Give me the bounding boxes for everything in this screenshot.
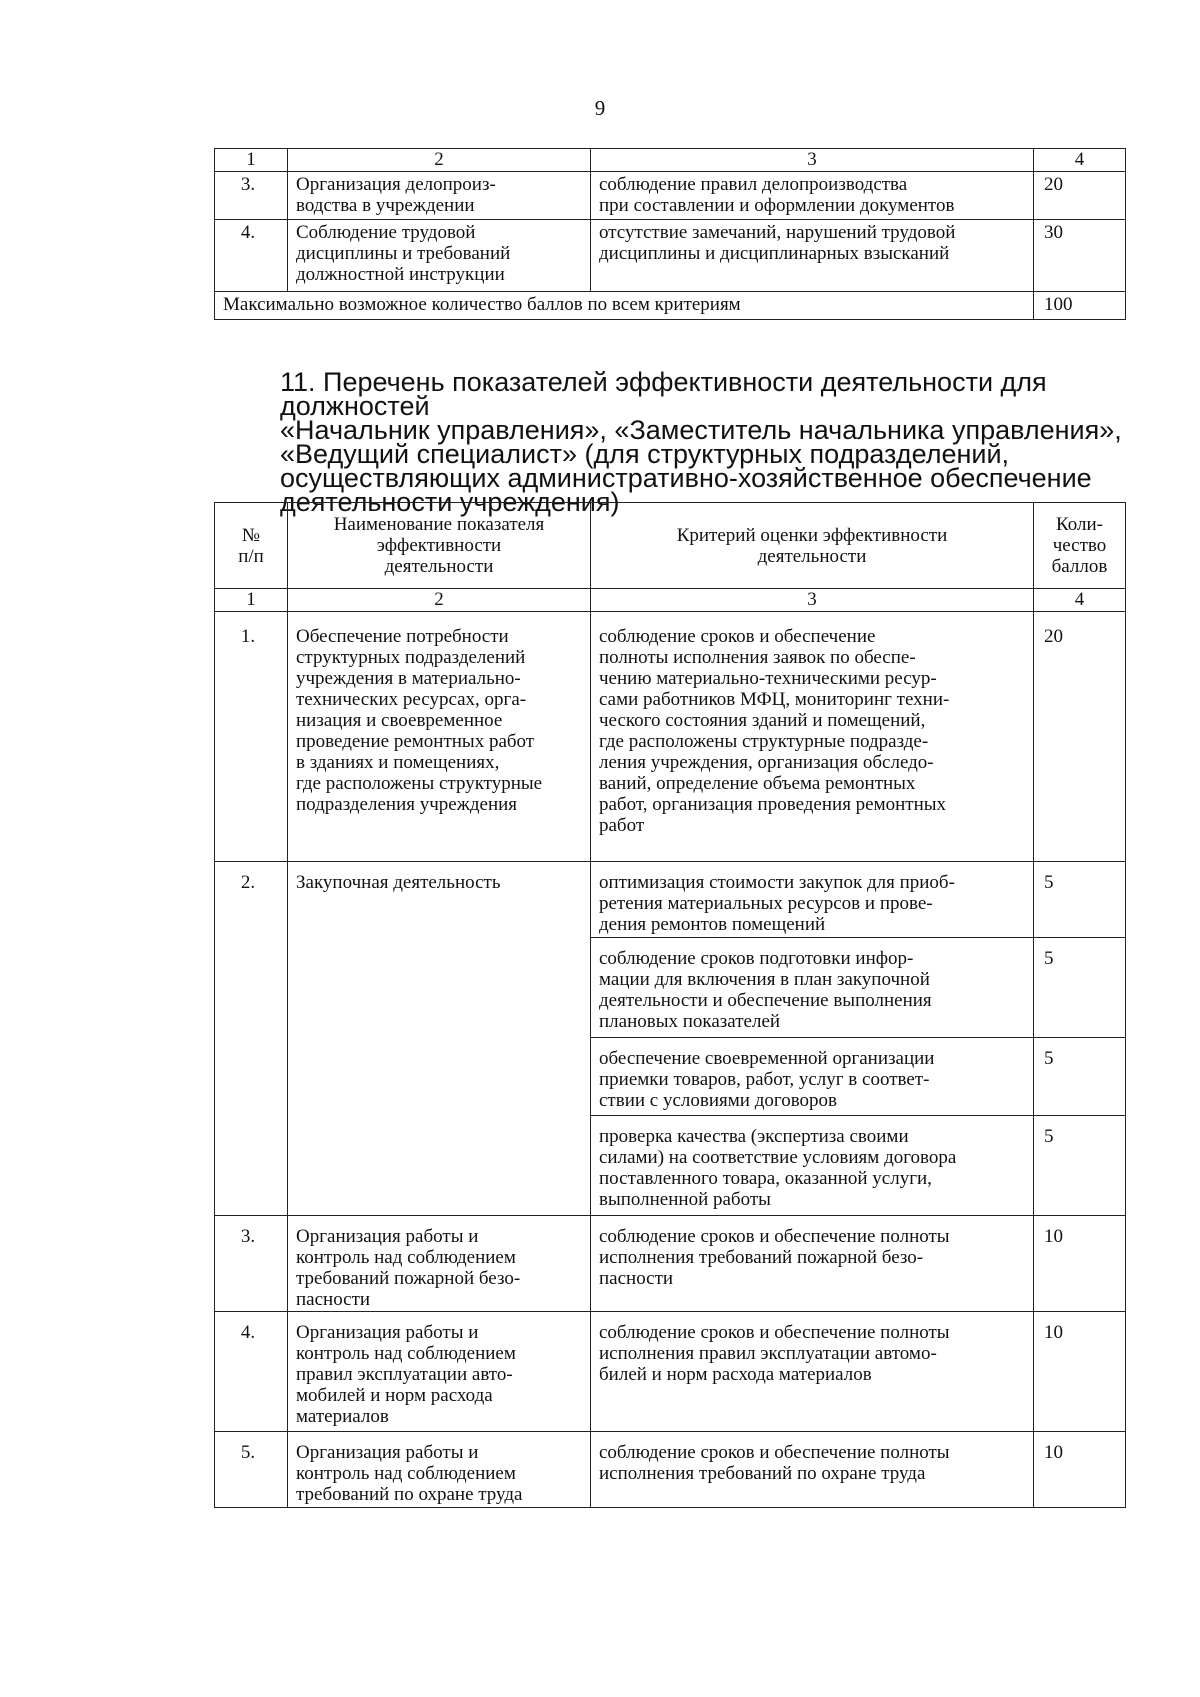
points-value: 10 <box>1034 1216 1126 1312</box>
criterion-text: соблюдение сроков и обеспечение полноты исполнения требований пожарной безо- пасности <box>591 1216 1034 1312</box>
points-value: 20 <box>1034 612 1126 862</box>
points-value: 30 <box>1034 220 1126 292</box>
indicator-name: Закупочная деятельность <box>288 862 591 1216</box>
section-heading: 11. Перечень показателей эффективности деятельности для должностей «Начальник управления», «Заместитель начальника управления», «Ведущий специалист» (для структурных подразделений, осуществляющих административно-хозяйственное обеспечение деятельности учреждения) <box>280 367 1122 517</box>
points-value: 5 <box>1034 938 1126 1038</box>
criterion-text: соблюдение сроков подготовки инфор- мации для включения в план закупочной деятельности и обеспечение выполнения плановых показателей <box>591 938 1034 1038</box>
column-number: 2 <box>288 589 591 612</box>
table-row <box>215 1216 1126 1312</box>
table-row <box>215 1312 1126 1432</box>
header-name: Наименование показателя эффективности деятельности <box>288 503 591 589</box>
total-row <box>215 292 1126 320</box>
header-points: Коли- чество баллов <box>1034 503 1126 589</box>
criterion-text: соблюдение сроков и обеспечение полноты исполнения требований по охране труда <box>591 1432 1034 1508</box>
indicator-name: Соблюдение трудовой дисциплины и требований должностной инструкции <box>288 220 591 292</box>
points-value: 10 <box>1034 1432 1126 1508</box>
row-number: 4. <box>215 220 288 292</box>
header-num: № п/п <box>215 503 288 589</box>
row-number: 3. <box>215 1216 288 1312</box>
table-row <box>215 220 1126 292</box>
criterion-text: оптимизация стоимости закупок для приоб- ретения материальных ресурсов и прове- дения ремонтов помещений <box>591 862 1034 938</box>
column-number: 4 <box>1034 589 1126 612</box>
indicator-name: Обеспечение потребности структурных подразделений учреждения в материально- технических ресурсах, орга- низация и своевременное проведение ремонтных работ в зданиях и помещениях, где расположены структурные подразделения учреждения <box>288 612 591 862</box>
header-criterion: Критерий оценки эффективности деятельности <box>591 503 1034 589</box>
column-number: 1 <box>215 589 288 612</box>
criterion-text: соблюдение сроков и обеспечение полноты исполнения заявок по обеспе- чению материально-техническими ресур- сами работников МФЦ, мониторинг техни- ческого состояния зданий и помещений, где расположены структурные подразде- ления учреждения, организация обследо- ваний, определение объема ремонтных работ, организация проведения ремонтных работ <box>591 612 1034 862</box>
points-value: 20 <box>1034 172 1126 220</box>
indicator-name: Организация работы и контроль над соблюдением требований по охране труда <box>288 1432 591 1508</box>
table-row <box>215 862 1126 938</box>
column-number: 3 <box>591 589 1034 612</box>
criterion-text: обеспечение своевременной организации приемки товаров, работ, услуг в соответ- ствии с условиями договоров <box>591 1038 1034 1116</box>
criterion-text: соблюдение правил делопроизводства при составлении и оформлении документов <box>591 172 1034 220</box>
indicator-name: Организация делопроиз- водства в учреждении <box>288 172 591 220</box>
points-value: 5 <box>1034 1038 1126 1116</box>
header-row <box>215 503 1126 589</box>
table-row <box>215 612 1126 862</box>
column-number: 2 <box>288 149 591 172</box>
points-value: 10 <box>1034 1312 1126 1432</box>
row-number: 5. <box>215 1432 288 1508</box>
total-label: Максимально возможное количество баллов по всем критериям <box>215 292 1034 320</box>
row-number: 1. <box>215 612 288 862</box>
column-number-row <box>215 149 1126 172</box>
criterion-text: отсутствие замечаний, нарушений трудовой дисциплины и дисциплинарных взысканий <box>591 220 1034 292</box>
column-number: 4 <box>1034 149 1126 172</box>
row-number: 3. <box>215 172 288 220</box>
column-number: 3 <box>591 149 1034 172</box>
column-number-row <box>215 589 1126 612</box>
indicator-name: Организация работы и контроль над соблюдением требований пожарной безо- пасности <box>288 1216 591 1312</box>
efficiency-indicators-table <box>214 502 1126 1508</box>
indicator-name: Организация работы и контроль над соблюдением правил эксплуатации авто- мобилей и норм расхода материалов <box>288 1312 591 1432</box>
criteria-table-continuation <box>214 148 1126 320</box>
table-row <box>215 172 1126 220</box>
criterion-text: соблюдение сроков и обеспечение полноты исполнения правил эксплуатации автомо- билей и норм расхода материалов <box>591 1312 1034 1432</box>
page-number: 9 <box>594 96 606 120</box>
points-value: 5 <box>1034 1116 1126 1216</box>
table-row <box>215 1432 1126 1508</box>
total-value: 100 <box>1034 292 1126 320</box>
criterion-text: проверка качества (экспертиза своими силами) на соответствие условиям договора поставленного товара, оказанной услуги, выполненной работы <box>591 1116 1034 1216</box>
points-value: 5 <box>1034 862 1126 938</box>
row-number: 4. <box>215 1312 288 1432</box>
column-number: 1 <box>215 149 288 172</box>
row-number: 2. <box>215 862 288 1216</box>
